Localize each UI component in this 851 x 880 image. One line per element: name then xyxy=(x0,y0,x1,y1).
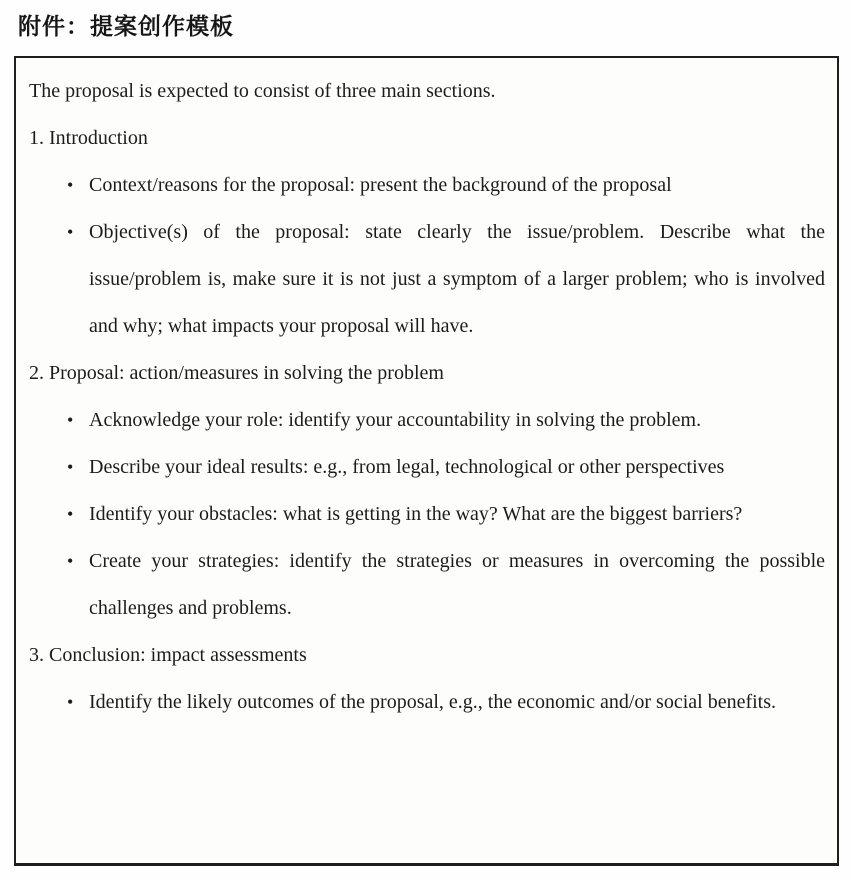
list-item xyxy=(29,209,825,350)
bullet-text: Acknowledge your role: identify your accountability in solving the problem. xyxy=(89,409,702,431)
section-3-heading: 3. Conclusion: impact assessments xyxy=(29,644,307,666)
bullet-text: Identify your obstacles: what is getting in the way? What are the biggest barriers? xyxy=(89,503,743,525)
bullet-text: Context/reasons for the proposal: present the background of the proposal xyxy=(89,174,672,196)
list-item xyxy=(29,397,825,444)
list-item xyxy=(29,444,825,491)
section-1-heading: 1. Introduction xyxy=(29,127,148,149)
bullet-text: Identify the likely outcomes of the proposal, e.g., the economic and/or social benefits. xyxy=(89,691,777,713)
proposal-template-box xyxy=(14,56,839,866)
bullet-icon: • xyxy=(67,551,74,571)
intro-sentence: The proposal is expected to consist of three main sections. xyxy=(29,80,496,102)
list-item xyxy=(29,491,825,538)
bullet-text: Create your strategies: identify the strategies or measures in overcoming the possible challenges and problems. xyxy=(89,550,825,619)
bullet-icon: • xyxy=(67,222,74,242)
bullet-text: Objective(s) of the proposal: state clearly the issue/problem. Describe what the issue/problem is, make sure it is not just a symptom of a larger problem; who is involved and why; what impacts your proposal will have. xyxy=(89,221,825,337)
bullet-icon: • xyxy=(67,504,74,524)
bullet-icon: • xyxy=(67,457,74,477)
list-item xyxy=(29,679,825,726)
bullet-text: Describe your ideal results: e.g., from legal, technological or other perspectives xyxy=(89,456,725,478)
bullet-icon: • xyxy=(67,175,74,195)
bullet-icon: • xyxy=(67,692,74,712)
bullet-icon: • xyxy=(67,410,74,430)
list-item xyxy=(29,162,825,209)
list-item xyxy=(29,538,825,632)
section-2-heading: 2. Proposal: action/measures in solving the problem xyxy=(29,362,444,384)
attachment-heading: 附件：提案创作模板 xyxy=(18,13,234,39)
